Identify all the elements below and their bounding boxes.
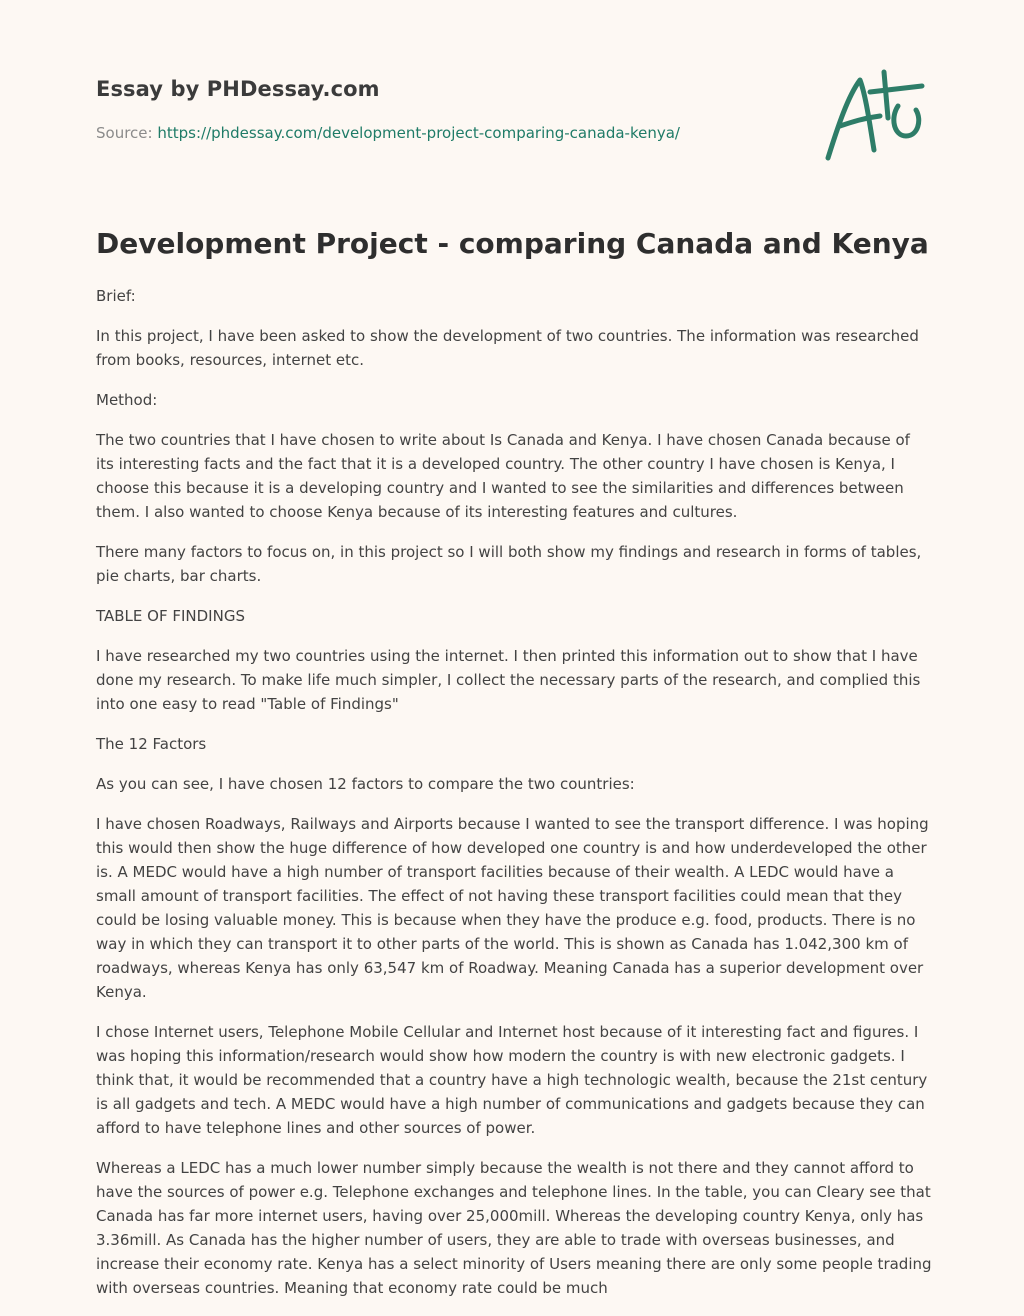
a-plus-logo — [818, 66, 930, 166]
paragraph: I chose Internet users, Telephone Mobile Cellular and Internet host because of it interesting fact and figures. I was hoping this information/research would show how modern the country is with new electronic gadgets. I think that, it would be recommended that a country have a high technologic wealth, because the 21st century is all gadgets and tech. A MEDC would have a high number of communications and gadgets because they can afford to have telephone lines and other sources of power. — [96, 1023, 928, 1137]
paragraph: Whereas a LEDC has a much lower number simply because the wealth is not there and they cannot afford to have the sources of power e.g. Telephone exchanges and telephone lines. In the table, you can Cleary see that Canada has far more internet users, having over 25,000mill. Whereas the developing country Kenya, only has 3.36mill. As Canada has the higher number of users, they are able to trade with overseas businesses, and increase their economy rate. Kenya has a select minority of Users meaning there are only some people trading with overseas countries. Meaning that economy rate could be much — [96, 1159, 932, 1297]
paragraph: In this project, I have been asked to show the development of two countries. The information was researched from books, resources, internet etc. — [96, 327, 919, 369]
paragraph: TABLE OF FINDINGS — [96, 607, 245, 625]
paragraph: There many factors to focus on, in this project so I will both show my findings and research in forms of tables, pie charts, bar charts. — [96, 543, 922, 585]
paragraph: The 12 Factors — [96, 735, 207, 753]
source-link[interactable]: https://phdessay.com/development-project-comparing-canada-kenya/ — [157, 124, 680, 142]
article-body — [96, 284, 932, 1316]
paragraph: I have chosen Roadways, Railways and Airports because I wanted to see the transport difference. I was hoping this would then show the huge difference of how developed one country is and how underdeveloped the other is. A MEDC would have a high number of transport facilities because of their wealth. A LEDC would have a small amount of transport facilities. The effect of not having these transport facilities could mean that they could be losing valuable money. This is because when they have the produce e.g. food, products. There is no way in which they can transport it to other parts of the world. This is shown as Canada has 1.042,300 km of roadways, whereas Kenya has only 63,547 km of Roadway. Meaning Canada has a superior development over Kenya. — [96, 815, 929, 1001]
paragraph: Brief: — [96, 287, 136, 305]
paragraph: The two countries that I have chosen to write about Is Canada and Kenya. I have chosen Canada because of its interesting facts and the fact that it is a developed country. The other country I have chosen is Kenya, I choose this because it is a developing country and I wanted to see the similarities and differences between them. I also wanted to choose Kenya because of its interesting features and cultures. — [96, 431, 910, 521]
paragraph: As you can see, I have chosen 12 factors to compare the two countries: — [96, 775, 635, 793]
site-brand: Essay by PHDessay.com — [96, 77, 380, 101]
paragraph: I have researched my two countries using the internet. I then printed this information out to show that I have done my research. To make life much simpler, I collect the necessary parts of the research, and complied this into one easy to read "Table of Findings" — [96, 647, 921, 713]
paragraph: Method: — [96, 391, 158, 409]
article-title: Development Project - comparing Canada and Kenya — [96, 227, 929, 260]
header — [96, 74, 796, 143]
source-line — [96, 123, 796, 143]
source-label: Source: — [96, 124, 153, 142]
